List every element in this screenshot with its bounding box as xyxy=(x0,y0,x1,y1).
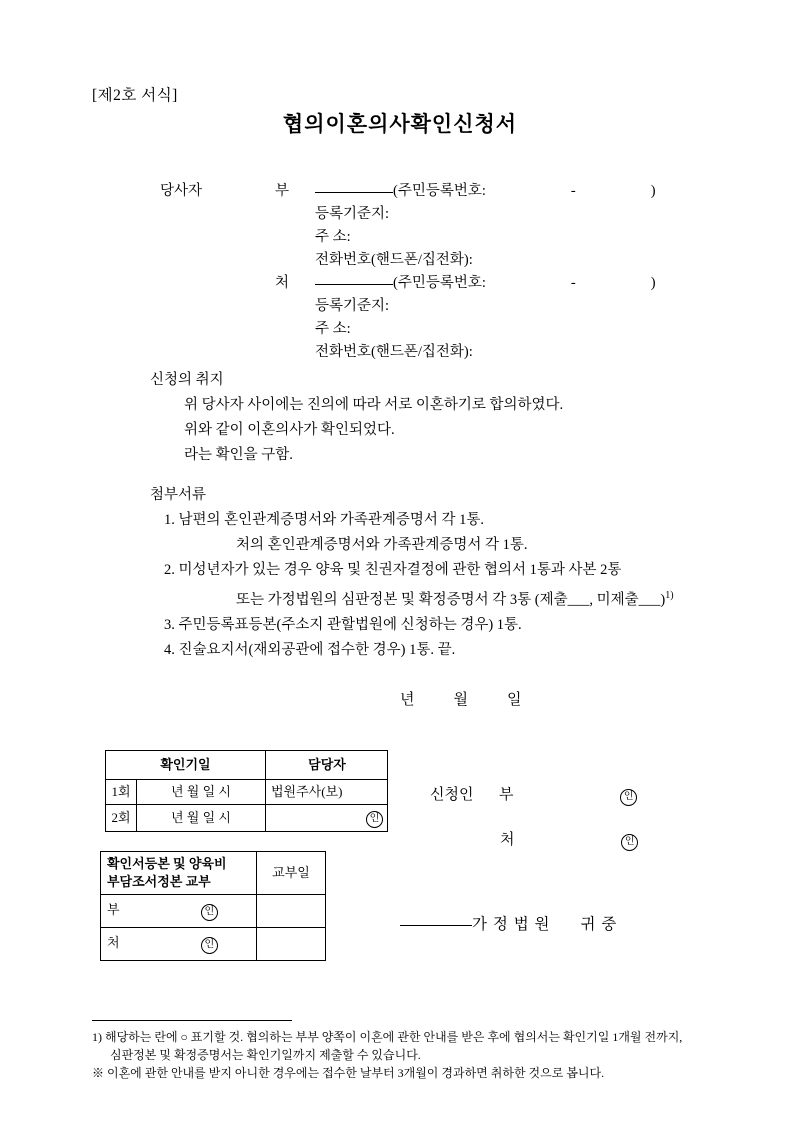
attachment-subtext: 처의 혼인관계증명서와 가족관계증명서 각 1통. xyxy=(236,537,528,553)
wife-registry-row: 등록기준지: xyxy=(315,298,390,314)
wife-id-dash: - xyxy=(570,275,576,291)
attachments-list xyxy=(150,508,770,663)
purpose-line-2: 위와 같이 이혼의사가 확인되었다. xyxy=(184,422,395,438)
issue-row2[interactable] xyxy=(101,928,257,961)
husband-registry-row: 등록기준지: xyxy=(315,206,390,222)
attachment-subtext-main: 또는 가정법원의 심판정본 및 확정증명서 각 3통 (제출___, 미제출___) xyxy=(236,591,666,608)
husband-id-close: ) xyxy=(650,183,656,199)
issue-header-left-line2: 부담조서정본 교부 xyxy=(107,874,211,889)
attachment-text: 남편의 혼인관계증명서와 가족관계증명서 각 1통. xyxy=(178,512,485,528)
table-row xyxy=(101,928,326,961)
attachment-number: 2. xyxy=(164,562,175,578)
husband-id-row xyxy=(315,180,735,203)
confirmation-date-table xyxy=(105,750,388,832)
list-item xyxy=(150,508,770,558)
applicant-husband-role: 부 xyxy=(498,787,514,803)
husband-phone-row: 전화번호(핸드폰/집전화): xyxy=(315,252,473,268)
table-row xyxy=(106,805,388,832)
husband-id-dash: - xyxy=(570,183,576,199)
husband-role-label: 부 xyxy=(275,183,290,199)
purpose-line-3: 라는 확인을 구함. xyxy=(184,447,293,463)
footnote-divider xyxy=(92,1020,292,1021)
list-item xyxy=(150,613,770,638)
husband-address-row: 주 소: xyxy=(315,229,351,245)
court-honorific: 귀 중 xyxy=(580,916,618,933)
husband-name-blank[interactable] xyxy=(315,192,393,193)
attachment-number: 4. xyxy=(164,641,175,658)
date-month-label: 월 xyxy=(453,692,469,708)
wife-name-blank[interactable] xyxy=(315,284,393,285)
wife-id-close: ) xyxy=(650,275,656,291)
applicant-block xyxy=(430,783,638,851)
parties-label: 당사자 xyxy=(160,183,203,199)
issue-row1-date[interactable] xyxy=(257,895,326,928)
footnotes xyxy=(92,1028,732,1082)
wife-role-label: 처 xyxy=(275,275,290,291)
confirm-row1-count: 1회 xyxy=(106,780,137,805)
confirm-row2-staff[interactable] xyxy=(266,805,388,832)
seal-icon: 인 xyxy=(621,834,638,851)
issue-header-right: 교부일 xyxy=(257,852,326,895)
footnote-1-line-1: 1) 해당하는 란에 ○ 표기할 것. 협의하는 부부 양쪽이 이혼에 관한 안내를 받은 후에 협의서는 확인기일 1개월 전까지, xyxy=(92,1030,683,1044)
table-row xyxy=(101,895,326,928)
confirm-row1-staff[interactable]: 법원주사(보) xyxy=(266,780,388,805)
table-row xyxy=(106,780,388,805)
list-item xyxy=(150,638,770,663)
issue-row1-role: 부 xyxy=(107,902,120,917)
wife-address-row: 주 소: xyxy=(315,321,351,337)
footnote-2: ※ 이혼에 관한 안내를 받지 아니한 경우에는 접수한 날부터 3개월이 경과하면 취하한 것으로 봅니다. xyxy=(92,1066,605,1080)
attachment-number: 1. xyxy=(164,512,175,528)
applicant-wife-role: 처 xyxy=(500,832,515,848)
seal-icon: 인 xyxy=(366,811,383,828)
wife-phone-row: 전화번호(핸드폰/집전화): xyxy=(315,344,473,360)
confirm-row2-count: 2회 xyxy=(106,805,137,832)
court-name-blank[interactable] xyxy=(400,925,472,926)
husband-id-label: (주민등록번호: xyxy=(393,183,486,199)
footnote-1-line-2: 심판정본 및 확정증명서는 확인기일까지 제출할 수 있습니다. xyxy=(110,1048,421,1062)
table-row xyxy=(101,852,326,895)
issue-row2-date[interactable] xyxy=(257,928,326,961)
applicant-husband-seal-slot[interactable] xyxy=(517,787,637,806)
date-day-label: 일 xyxy=(507,692,523,708)
party-rows xyxy=(315,180,735,364)
attachment-text: 미성년자가 있는 경우 양육 및 친권자결정에 관한 협의서 1통과 사본 2통 xyxy=(178,562,622,578)
form-number: [제2호 서식] xyxy=(92,87,178,104)
confirm-header-date: 확인기일 xyxy=(106,751,266,780)
attachment-number: 3. xyxy=(164,616,175,633)
date-year-label: 년 xyxy=(400,692,416,708)
list-item xyxy=(150,558,770,613)
seal-icon: 인 xyxy=(201,904,218,921)
attachments-section xyxy=(150,483,770,663)
purpose-line-1: 위 당사자 사이에는 진의에 따라 서로 이혼하기로 합의하였다. xyxy=(184,397,564,413)
confirm-row2-date[interactable]: 년 월 일 시 xyxy=(137,805,266,832)
table-row xyxy=(106,751,388,780)
purpose-section xyxy=(150,368,750,468)
court-line xyxy=(400,912,617,934)
applicant-label: 신청인 xyxy=(430,787,474,803)
confirm-row1-date[interactable]: 년 월 일 시 xyxy=(137,780,266,805)
date-line xyxy=(400,688,523,709)
issue-table xyxy=(100,851,326,961)
applicant-husband-row xyxy=(430,783,638,806)
issue-row2-role: 처 xyxy=(107,935,120,950)
attachment-text: 진술요지서(재외공관에 접수한 경우) 1통. 끝. xyxy=(178,641,456,658)
attachment-subtext xyxy=(186,583,770,613)
attachments-heading: 첨부서류 xyxy=(150,487,207,503)
issue-row1[interactable] xyxy=(101,895,257,928)
wife-id-label: (주민등록번호: xyxy=(393,275,486,291)
applicant-wife-seal-slot[interactable] xyxy=(518,832,638,851)
seal-icon: 인 xyxy=(620,789,637,806)
issue-header-left xyxy=(101,852,257,895)
purpose-heading: 신청의 취지 xyxy=(150,372,224,388)
seal-icon: 인 xyxy=(201,937,218,954)
attachment-text: 주민등록표등본(주소지 관할법원에 신청하는 경우) 1통. xyxy=(178,616,522,633)
confirm-header-staff: 담당자 xyxy=(266,751,388,780)
applicant-wife-row xyxy=(430,828,638,851)
issue-header-left-line1: 확인서등본 및 양육비 xyxy=(107,856,227,871)
footnote-marker: 1) xyxy=(665,590,674,601)
page-title: 협의이혼의사확인신청서 xyxy=(282,112,518,136)
wife-id-row xyxy=(315,272,735,295)
court-name: 가 정 법 원 xyxy=(472,916,551,933)
